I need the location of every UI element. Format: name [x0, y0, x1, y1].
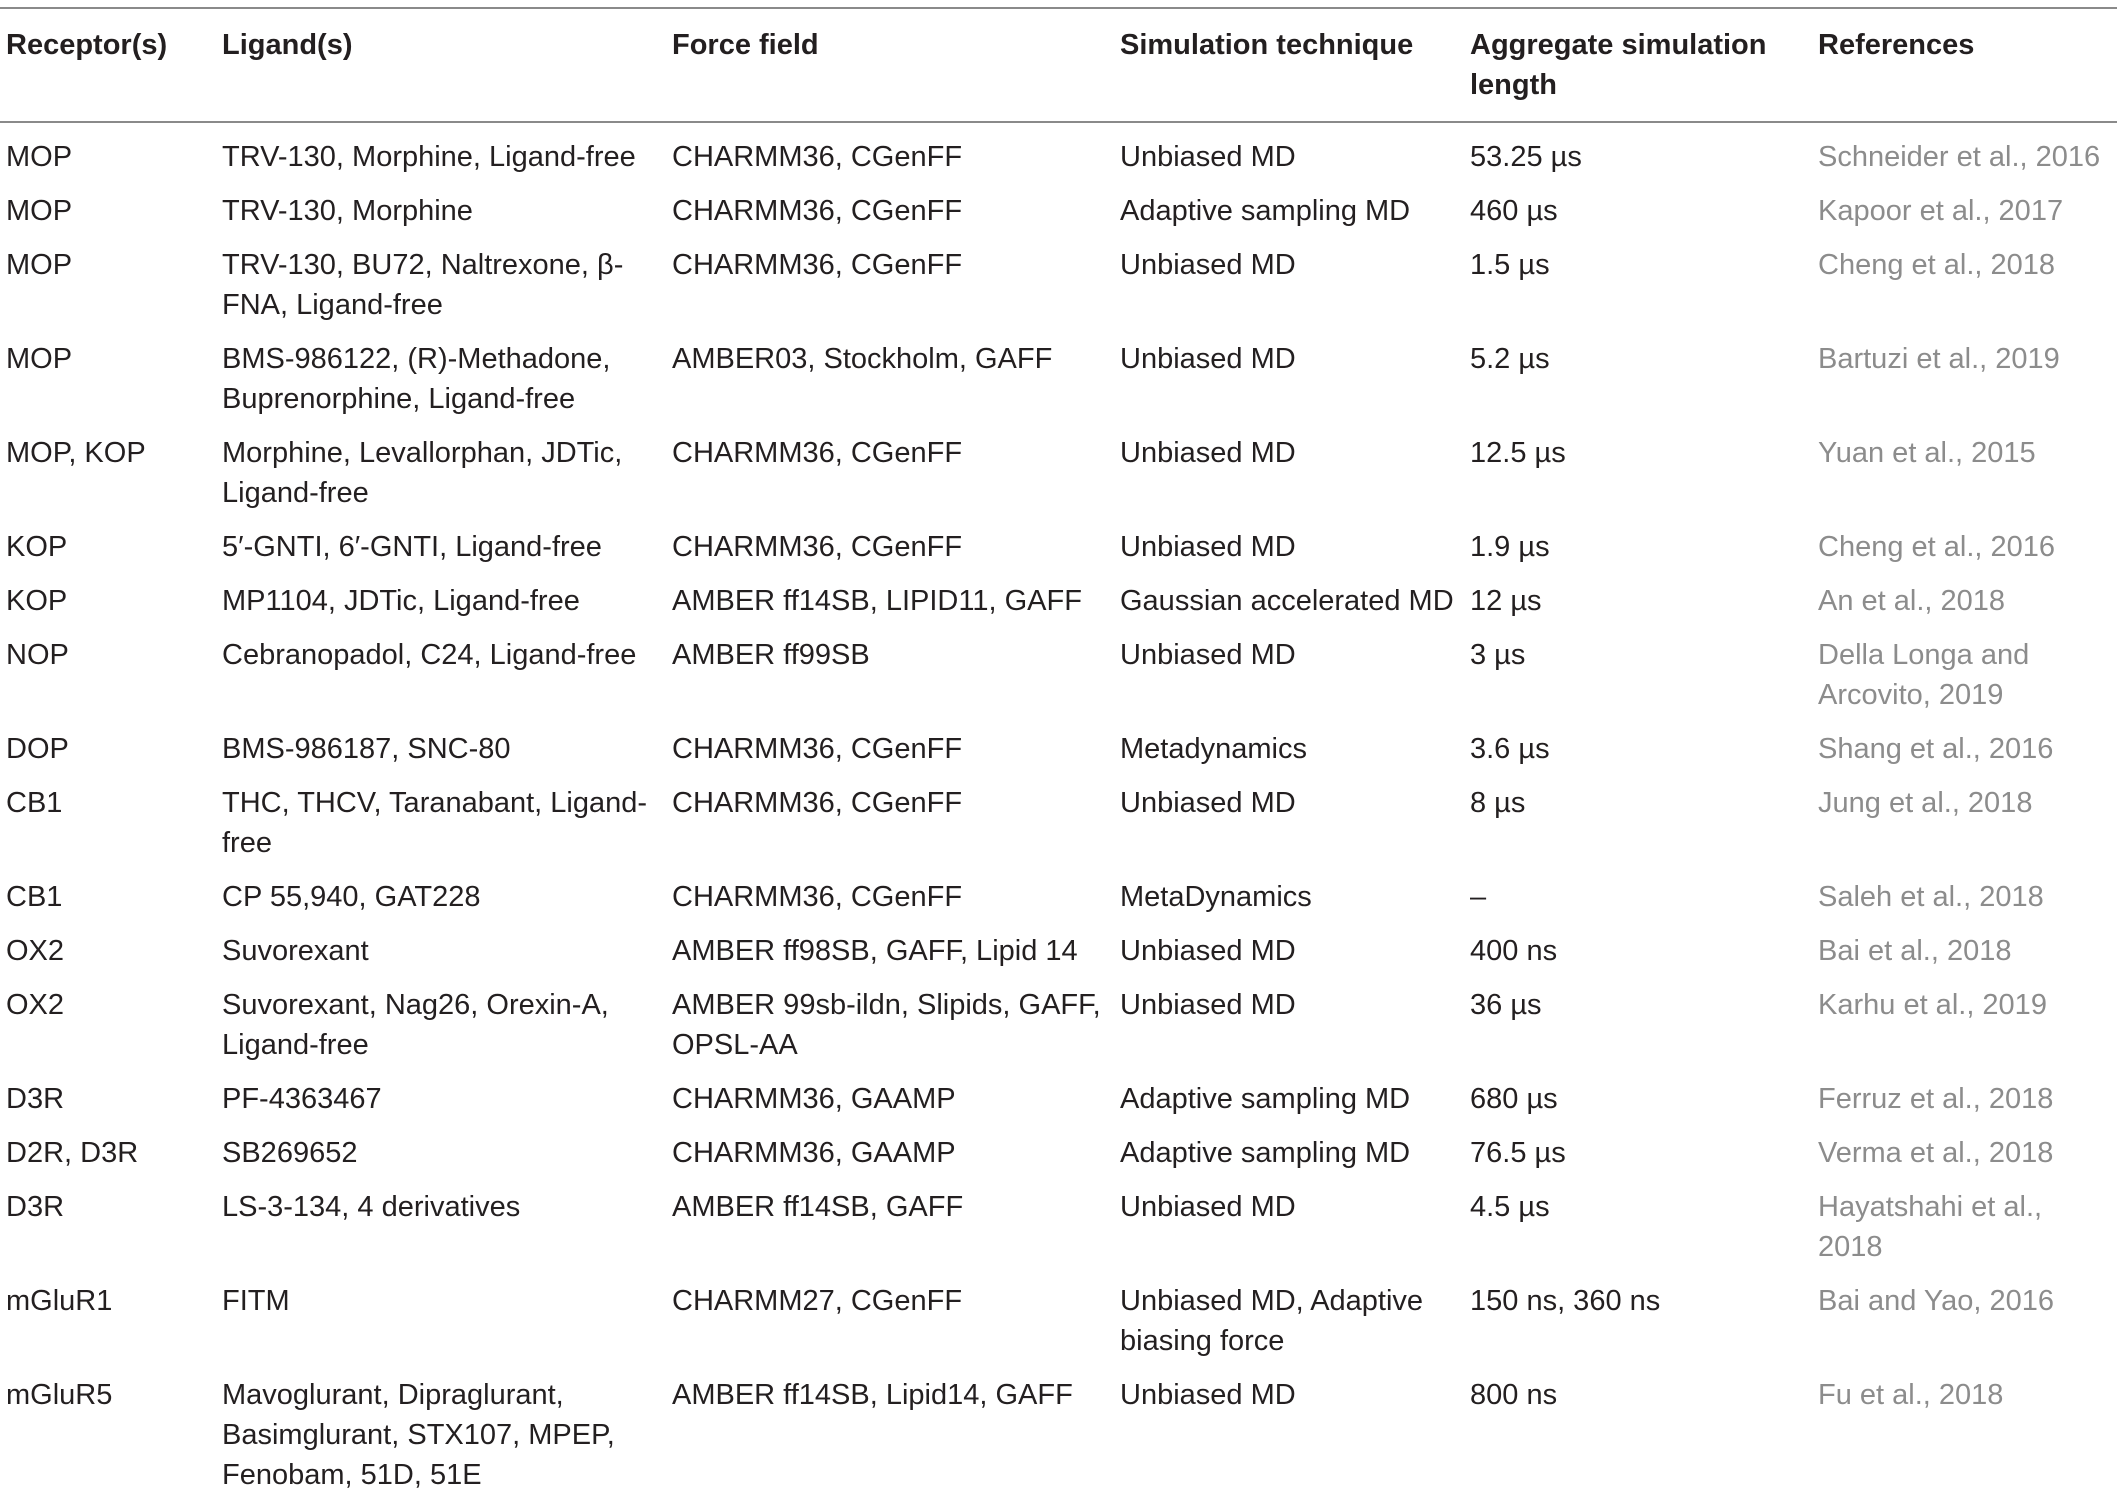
technique-cell: Adaptive sampling MD [1120, 1083, 1411, 1115]
table-row [0, 777, 2117, 871]
table-header [0, 8, 2117, 122]
force-field-cell: AMBER 99sb-ildn, Slipids, GAFF, OPSL-AA [672, 989, 1101, 1061]
reference-cell: Fu et al., 2018 [1818, 1379, 2004, 1411]
ligand-cell: LS-3-134, 4 derivatives [222, 1191, 521, 1223]
length-cell: 800 ns [1470, 1379, 1558, 1411]
reference-cell: Shang et al., 2016 [1818, 733, 2054, 765]
ligand-cell: Mavoglurant, Dipraglurant, Basimglurant, STX107, MPEP, Fenobam, 51D, 51E [222, 1379, 615, 1491]
length-cell: 1.9 µs [1470, 531, 1550, 563]
header-force-field: Force field [672, 29, 819, 61]
receptor-cell: MOP [6, 249, 73, 281]
table-row [0, 185, 2117, 239]
force-field-cell: AMBER ff98SB, GAFF, Lipid 14 [672, 935, 1078, 967]
simulation-table [0, 7, 2117, 1503]
force-field-cell: AMBER ff14SB, Lipid14, GAFF [672, 1379, 1073, 1411]
ligand-cell: MP1104, JDTic, Ligand-free [222, 585, 580, 617]
technique-cell: Unbiased MD, Adaptive biasing force [1120, 1285, 1424, 1357]
table-row [0, 1127, 2117, 1181]
reference-cell: Saleh et al., 2018 [1818, 881, 2044, 913]
table-row [0, 122, 2117, 185]
length-cell: 1.5 µs [1470, 249, 1550, 281]
length-cell: 3 µs [1470, 639, 1526, 671]
technique-cell: Unbiased MD [1120, 437, 1296, 469]
receptor-cell: MOP, KOP [6, 437, 146, 469]
ligand-cell: THC, THCV, Taranabant, Ligand-free [222, 787, 648, 859]
length-cell: 680 µs [1470, 1083, 1558, 1115]
ligand-cell: TRV-130, BU72, Naltrexone, β-FNA, Ligand-free [222, 249, 624, 321]
receptor-cell: KOP [6, 585, 68, 617]
reference-cell: Bartuzi et al., 2019 [1818, 343, 2060, 375]
table-row [0, 1181, 2117, 1275]
reference-cell: Verma et al., 2018 [1818, 1137, 2054, 1169]
table-row [0, 575, 2117, 629]
technique-cell: Unbiased MD [1120, 639, 1296, 671]
force-field-cell: CHARMM36, CGenFF [672, 249, 963, 281]
table-row [0, 629, 2117, 723]
receptor-cell: D3R [6, 1191, 65, 1223]
ligand-cell: SB269652 [222, 1137, 358, 1169]
reference-cell: Bai and Yao, 2016 [1818, 1285, 2054, 1317]
ligand-cell: TRV-130, Morphine [222, 195, 473, 227]
force-field-cell: CHARMM36, GAAMP [672, 1083, 956, 1115]
receptor-cell: DOP [6, 733, 69, 765]
table-row [0, 333, 2117, 427]
header-ligands: Ligand(s) [222, 29, 353, 61]
force-field-cell: CHARMM36, CGenFF [672, 437, 963, 469]
reference-cell: Cheng et al., 2016 [1818, 531, 2056, 563]
reference-cell: Yuan et al., 2015 [1818, 437, 2036, 469]
receptor-cell: OX2 [6, 989, 65, 1021]
technique-cell: Unbiased MD [1120, 989, 1296, 1021]
reference-cell: An et al., 2018 [1818, 585, 2006, 617]
technique-cell: Unbiased MD [1120, 531, 1296, 563]
technique-cell: Adaptive sampling MD [1120, 1137, 1411, 1169]
header-aggregate-length: Aggregate simulation length [1470, 29, 1767, 101]
technique-cell: Unbiased MD [1120, 1379, 1296, 1411]
reference-cell: Schneider et al., 2016 [1818, 141, 2101, 173]
force-field-cell: CHARMM36, CGenFF [672, 141, 963, 173]
length-cell: 150 ns, 360 ns [1470, 1285, 1661, 1317]
length-cell: 460 µs [1470, 195, 1558, 227]
table-row [0, 723, 2117, 777]
length-cell: 400 ns [1470, 935, 1558, 967]
reference-cell: Hayatshahi et al., 2018 [1818, 1191, 2043, 1263]
technique-cell: Unbiased MD [1120, 249, 1296, 281]
table-row [0, 427, 2117, 521]
technique-cell: MetaDynamics [1120, 881, 1312, 913]
header-row [0, 8, 2117, 122]
force-field-cell: CHARMM36, CGenFF [672, 195, 963, 227]
table-row [0, 521, 2117, 575]
length-cell: 12 µs [1470, 585, 1542, 617]
receptor-cell: mGluR5 [6, 1379, 113, 1411]
force-field-cell: AMBER ff14SB, GAFF [672, 1191, 964, 1223]
length-cell: 12.5 µs [1470, 437, 1566, 469]
table-body [0, 122, 2117, 1503]
technique-cell: Unbiased MD [1120, 935, 1296, 967]
receptor-cell: D3R [6, 1083, 65, 1115]
header-receptors: Receptor(s) [6, 29, 168, 61]
reference-cell: Kapoor et al., 2017 [1818, 195, 2064, 227]
force-field-cell: CHARMM36, CGenFF [672, 881, 963, 913]
table-row [0, 239, 2117, 333]
reference-cell: Jung et al., 2018 [1818, 787, 2033, 819]
receptor-cell: CB1 [6, 787, 63, 819]
technique-cell: Adaptive sampling MD [1120, 195, 1411, 227]
force-field-cell: CHARMM27, CGenFF [672, 1285, 963, 1317]
receptor-cell: MOP [6, 141, 73, 173]
ligand-cell: Morphine, Levallorphan, JDTic, Ligand-free [222, 437, 623, 509]
table-row [0, 871, 2117, 925]
receptor-cell: CB1 [6, 881, 63, 913]
reference-cell: Ferruz et al., 2018 [1818, 1083, 2054, 1115]
receptor-cell: mGluR1 [6, 1285, 113, 1317]
receptor-cell: MOP [6, 195, 73, 227]
length-cell: 8 µs [1470, 787, 1526, 819]
ligand-cell: Suvorexant [222, 935, 369, 967]
technique-cell: Unbiased MD [1120, 141, 1296, 173]
length-cell: 5.2 µs [1470, 343, 1550, 375]
reference-cell: Della Longa and Arcovito, 2019 [1818, 639, 2030, 711]
ligand-cell: 5′-GNTI, 6′-GNTI, Ligand-free [222, 531, 602, 563]
technique-cell: Unbiased MD [1120, 1191, 1296, 1223]
ligand-cell: FITM [222, 1285, 290, 1317]
table-row [0, 979, 2117, 1073]
table-row [0, 1073, 2117, 1127]
length-cell: 4.5 µs [1470, 1191, 1550, 1223]
technique-cell: Metadynamics [1120, 733, 1307, 765]
receptor-cell: OX2 [6, 935, 65, 967]
length-cell: 36 µs [1470, 989, 1542, 1021]
table-row [0, 925, 2117, 979]
length-cell: 3.6 µs [1470, 733, 1550, 765]
receptor-cell: D2R, D3R [6, 1137, 139, 1169]
length-cell: 76.5 µs [1470, 1137, 1566, 1169]
force-field-cell: AMBER03, Stockholm, GAFF [672, 343, 1053, 375]
ligand-cell: Suvorexant, Nag26, Orexin-A, Ligand-free [222, 989, 609, 1061]
ligand-cell: BMS-986187, SNC-80 [222, 733, 511, 765]
receptor-cell: KOP [6, 531, 68, 563]
receptor-cell: MOP [6, 343, 73, 375]
receptor-cell: NOP [6, 639, 69, 671]
ligand-cell: Cebranopadol, C24, Ligand-free [222, 639, 637, 671]
table-row [0, 1275, 2117, 1369]
header-simulation-technique: Simulation technique [1120, 29, 1414, 61]
technique-cell: Unbiased MD [1120, 787, 1296, 819]
force-field-cell: CHARMM36, GAAMP [672, 1137, 956, 1169]
length-cell: – [1470, 881, 1487, 913]
force-field-cell: AMBER ff99SB [672, 639, 870, 671]
ligand-cell: BMS-986122, (R)-Methadone, Buprenorphine, Ligand-free [222, 343, 611, 415]
force-field-cell: CHARMM36, CGenFF [672, 787, 963, 819]
header-references: References [1818, 29, 1975, 61]
technique-cell: Gaussian accelerated MD [1120, 585, 1454, 617]
ligand-cell: CP 55,940, GAT228 [222, 881, 481, 913]
ligand-cell: TRV-130, Morphine, Ligand-free [222, 141, 636, 173]
length-cell: 53.25 µs [1470, 141, 1582, 173]
force-field-cell: CHARMM36, CGenFF [672, 733, 963, 765]
force-field-cell: CHARMM36, CGenFF [672, 531, 963, 563]
force-field-cell: AMBER ff14SB, LIPID11, GAFF [672, 585, 1082, 617]
technique-cell: Unbiased MD [1120, 343, 1296, 375]
ligand-cell: PF-4363467 [222, 1083, 382, 1115]
reference-cell: Karhu et al., 2019 [1818, 989, 2047, 1021]
reference-cell: Bai et al., 2018 [1818, 935, 2012, 967]
reference-cell: Cheng et al., 2018 [1818, 249, 2056, 281]
table-row [0, 1369, 2117, 1503]
